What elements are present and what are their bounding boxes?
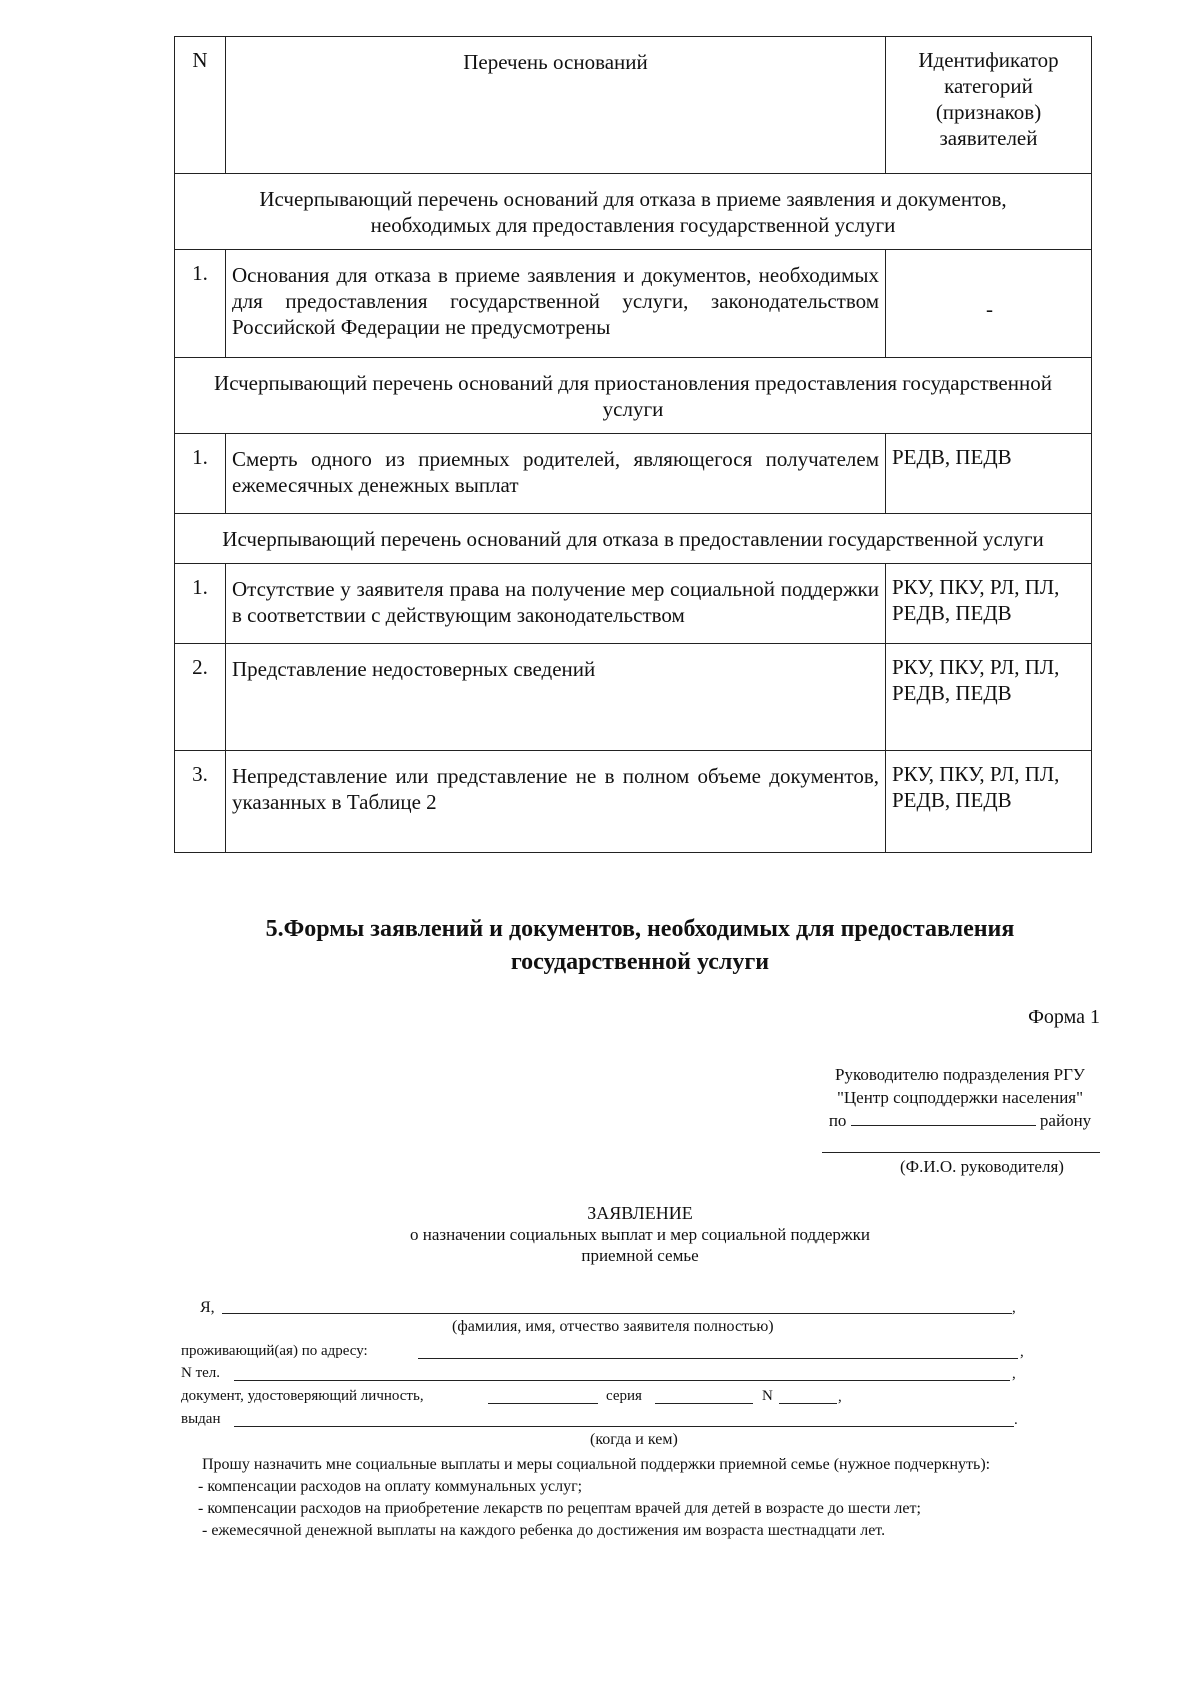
request-block — [180, 1454, 1100, 1542]
issued-blank[interactable] — [234, 1426, 1014, 1427]
header-grounds: Перечень оснований — [226, 37, 886, 174]
section-row-refusal-provision — [175, 514, 1092, 564]
addressee-line3 — [820, 1109, 1100, 1132]
row-number: 3. — [175, 751, 226, 853]
phone-blank[interactable] — [234, 1380, 1010, 1381]
header-identifier: Идентификатор категорий (признаков) заявителей — [886, 37, 1092, 174]
section-title: Исчерпывающий перечень оснований для приостановления предоставления государственной услуги — [175, 358, 1092, 434]
field-document-label: документ, удостоверяющий личность, — [181, 1388, 424, 1404]
row-text: Смерть одного из приемных родителей, являющегося получателем ежемесячных денежных выплат — [226, 434, 886, 514]
table-header-row — [175, 37, 1092, 174]
statement-subtitle-1: о назначении социальных выплат и мер социальной поддержки — [409, 1225, 871, 1244]
field-ya-label: Я, — [200, 1299, 215, 1316]
addressee-block — [820, 1063, 1100, 1132]
district-blank[interactable] — [851, 1109, 1036, 1126]
section-row-refusal-accept — [175, 174, 1092, 250]
grounds-table — [174, 36, 1092, 853]
row-text: Отсутствие у заявителя права на получение мер социальной поддержки в соответствии с действующим законодательством — [226, 564, 886, 644]
row-number: 1. — [175, 564, 226, 644]
number-blank[interactable] — [779, 1403, 837, 1404]
head-name-blank[interactable] — [822, 1152, 1100, 1153]
field-phone-label: N тел. — [181, 1365, 221, 1381]
section-row-suspension — [175, 358, 1092, 434]
addressee-po: по — [828, 1111, 847, 1130]
document-blank[interactable] — [488, 1403, 598, 1404]
addressee-line2: "Центр соцподдержки населения" — [836, 1088, 1084, 1107]
statement-header — [380, 1203, 900, 1266]
row-text: Основания для отказа в приеме заявления и документов, необходимых для предоставления государственной услуги, законодательством Российской Федерации не предусмотрены — [226, 250, 886, 358]
statement-subtitle-2: приемной семье — [581, 1246, 699, 1265]
issued-hint: (когда и кем) — [590, 1431, 678, 1448]
row-identifier: РЕДВ, ПЕДВ — [886, 434, 1092, 514]
applicant-name-hint: (фамилия, имя, отчество заявителя полностью) — [452, 1318, 774, 1335]
table-row — [175, 644, 1092, 751]
field-num-label: N — [762, 1388, 773, 1404]
table-row — [175, 564, 1092, 644]
field-issued-label: выдан — [181, 1411, 221, 1427]
request-text: Прошу назначить мне социальные выплаты и меры социальной поддержки приемной семье (нужное подчеркнуть): — [202, 1456, 991, 1473]
section-title: Исчерпывающий перечень оснований для отказа в предоставлении государственной услуги — [175, 514, 1092, 564]
head-name-hint: (Ф.И.О. руководителя) — [900, 1157, 1064, 1176]
table-row — [175, 751, 1092, 853]
section-title: Исчерпывающий перечень оснований для отказа в приеме заявления и документов, необходимых для предоставления государственной услуги — [175, 174, 1092, 250]
form-label: Форма 1 — [1028, 1006, 1100, 1028]
field-seria-label: серия — [606, 1388, 642, 1404]
addressee-rayonu: району — [1039, 1111, 1092, 1130]
statement-title: ЗАЯВЛЕНИЕ — [587, 1203, 693, 1223]
row-identifier: РКУ, ПКУ, РЛ, ПЛ, РЕДВ, ПЕДВ — [886, 564, 1092, 644]
list-item: - ежемесячной денежной выплаты на каждого ребенка до достижения им возраста шестнадцати лет. — [202, 1522, 886, 1539]
row-number: 1. — [175, 250, 226, 358]
row-identifier: РКУ, ПКУ, РЛ, ПЛ, РЕДВ, ПЕДВ — [886, 644, 1092, 751]
field-address-label: проживающий(ая) по адресу: — [181, 1343, 368, 1359]
applicant-name-blank[interactable] — [222, 1313, 1012, 1314]
seria-blank[interactable] — [655, 1403, 753, 1404]
section-heading: 5.Формы заявлений и документов, необходимых для предоставления государственной услуги — [265, 916, 1015, 975]
row-identifier: - — [886, 250, 1092, 358]
row-number: 2. — [175, 644, 226, 751]
address-blank[interactable] — [418, 1358, 1018, 1359]
row-text: Представление недостоверных сведений — [226, 644, 886, 751]
list-item: - компенсации расходов на приобретение лекарств по рецептам врачей для детей в возрасте до шести лет; — [198, 1500, 921, 1517]
table-row — [175, 434, 1092, 514]
row-text: Непредставление или представление не в полном объеме документов, указанных в Таблице 2 — [226, 751, 886, 853]
row-number: 1. — [175, 434, 226, 514]
list-item: - компенсации расходов на оплату коммунальных услуг; — [198, 1478, 583, 1495]
addressee-line1: Руководителю подразделения РГУ — [835, 1065, 1085, 1084]
header-n: N — [175, 37, 226, 174]
table-row — [175, 250, 1092, 358]
row-identifier: РКУ, ПКУ, РЛ, ПЛ, РЕДВ, ПЕДВ — [886, 751, 1092, 853]
